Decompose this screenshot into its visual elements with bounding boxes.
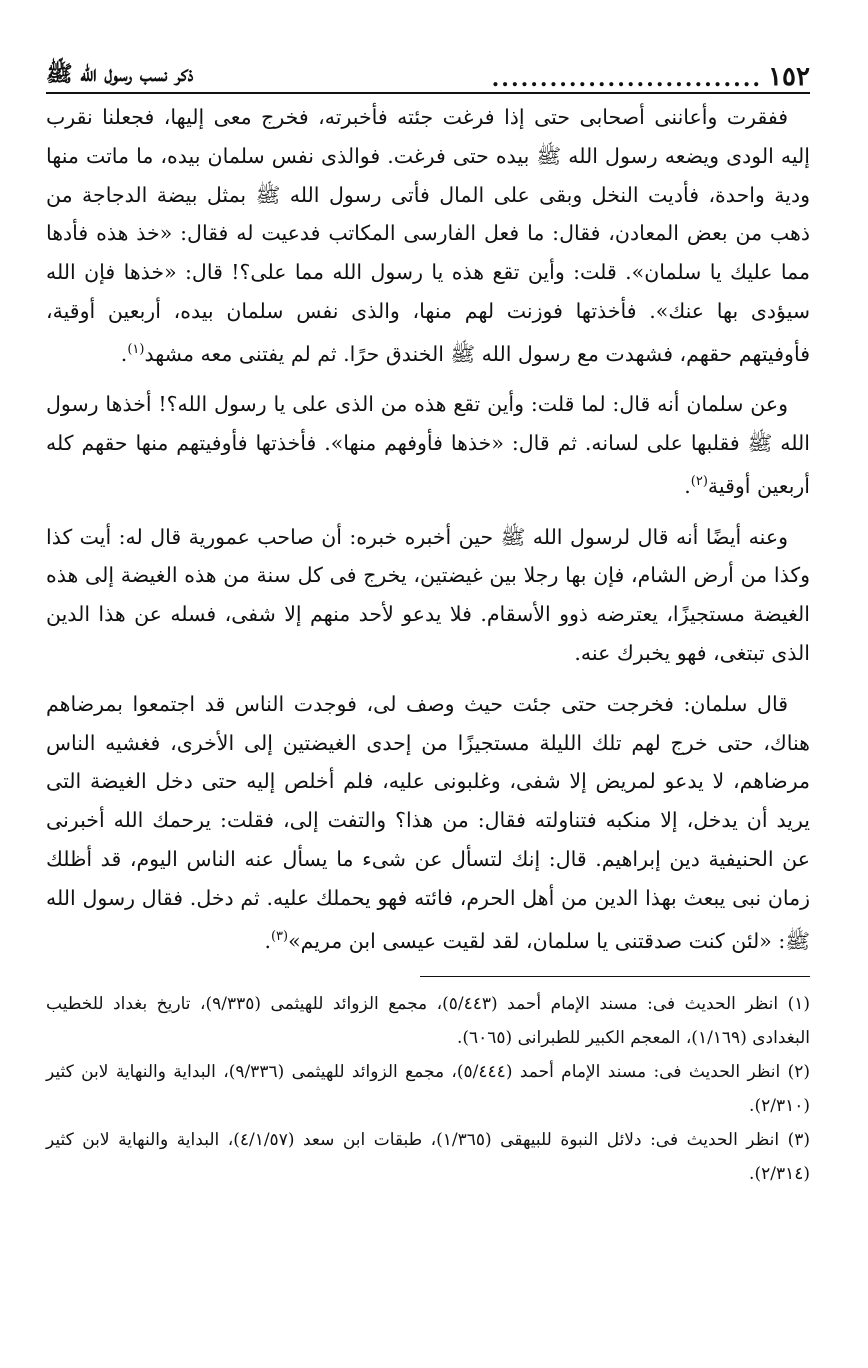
paragraph-text: وعن سلمان أنه قال: لما قلت: وأين تقع هذه من الذى على يا رسول الله؟! أخذها رسول الله ﷺ فقلبها على لسانه. ثم قال: «خذها فأوفهم منها». فأخذتها فأوفيتهم منها حقهم كله أربعين أوقية <box>46 392 810 498</box>
header-leader-dots: ............................ <box>491 66 763 92</box>
footnote: (٣) انظر الحديث فى: دلائل النبوة للبيهقى (١/٣٦٥)، طبقات ابن سعد (٤/١/٥٧)، البداية والنهاية لابن كثير (٢/٣١٤). <box>46 1130 810 1185</box>
paragraph <box>46 98 810 373</box>
footnote-ref: (٢) <box>690 474 708 489</box>
paragraph-text: وعنه أيضًا أنه قال لرسول الله ﷺ حين أخبره خبره: أن صاحب عمورية قال له: أيت كذا وكذا من أرض الشام، فإن بها رجلا بين غيضتين، يخرج فى كل سنة من هذه الغيضة إلى هذه الغيضة مستجيزًا، يعترضه ذوو الأسقام. فلا يدعو لأحد منهم إلا شفى، فسله عن هذا الدين الذى تبتغى، فهو يخبرك عنه. <box>46 524 810 666</box>
footnote-ref: (١) <box>127 341 145 357</box>
paragraph-text: قال سلمان: فخرجت حتى جئت حيث وصف لى، فوجدت الناس قد اجتمعوا بمرضاهم هناك، حتى خرج لهم تلك الليلة مستجيزًا من إحدى الغيضتين إلى الأخرى، فغشيه الناس مرضاهم، لا يدعو لمريض إلا شفى، وغلبونى عليه، فلم أخلص إليه حتى دخل الغيضة التى يريد أن يدخل، إلا منكبه فتناولته فقال: من هذا؟ والتفت إلى، فقلت: يرحمك الله أخبرنى عن الحنيفية دين إبراهيم. قال: إنك لتسأل عن شىء ما يسأل عنه الناس اليوم، قد أظلك زمان نبى يبعث بهذا الدين من أهل الحرم، فائته فهو يحملك عليه. ثم دخل. فقال رسول الله ﷺ: «لئن كنت صدقتنى يا سلمان، لقد لقيت عيسى ابن مريم» <box>46 691 810 953</box>
footnotes <box>46 987 810 1191</box>
paragraph <box>46 518 810 673</box>
paragraph <box>46 385 810 505</box>
page-body <box>46 98 810 960</box>
paragraph-tail: . <box>684 473 691 498</box>
footnote: (١) انظر الحديث فى: مسند الإمام أحمد (٥/٤٤٣)، مجمع الزوائد للهيثمى (٩/٣٣٥)، تاريخ بغداد للخطيب البغدادى (١/١٦٩)، المعجم الكبير للطبرانى (٦٠٦٥). <box>46 994 811 1049</box>
paragraph-tail: . <box>120 341 128 366</box>
paragraph <box>46 685 810 960</box>
paragraph-tail: . <box>264 928 271 953</box>
footnote: (٢) انظر الحديث فى: مسند الإمام أحمد (٥/٤٤٤)، مجمع الزوائد للهيثمى (٩/٣٣٦)، البداية والنهاية لابن كثير (٢/٣١٠). <box>46 1062 811 1117</box>
paragraph-text: ففقرت وأعاننى أصحابى حتى إذا فرغت جئته فأخبرته، فخرج معى إليها، فجعلنا نقرب إليه الودى ويضعه رسول الله ﷺ بيده حتى فرغت. فوالذى نفس سلمان بيده، ما ماتت منها ودية واحدة، فأديت النخل وبقى على المال فأتى رسول الله ﷺ بمثل بيضة الدجاجة من ذهب من بعض المعادن، فقال: ما فعل الفارسى المكاتب فدعيت له فقال: «خذ هذه فأدها مما عليك يا سلمان». قلت: وأين تقع هذه يا رسول الله مما على؟! قال: «خذها فإن الله سيؤدى بها عنك». فأخذتها فوزنت لهم منها، والذى نفس سلمان بيده، أربعين أوقية، فأوفيتهم حقهم، فشهدت مع رسول الله ﷺ الخندق حرًا. ثم لم يفتنى معه مشهد <box>46 105 810 366</box>
page-number: ١٥٢ <box>768 62 810 92</box>
footnote-ref: (٣) <box>270 928 289 944</box>
footnote-separator <box>420 976 810 977</box>
page-header <box>46 36 810 94</box>
running-title: ذكر نسب رسول الله ﷺ <box>46 61 194 87</box>
